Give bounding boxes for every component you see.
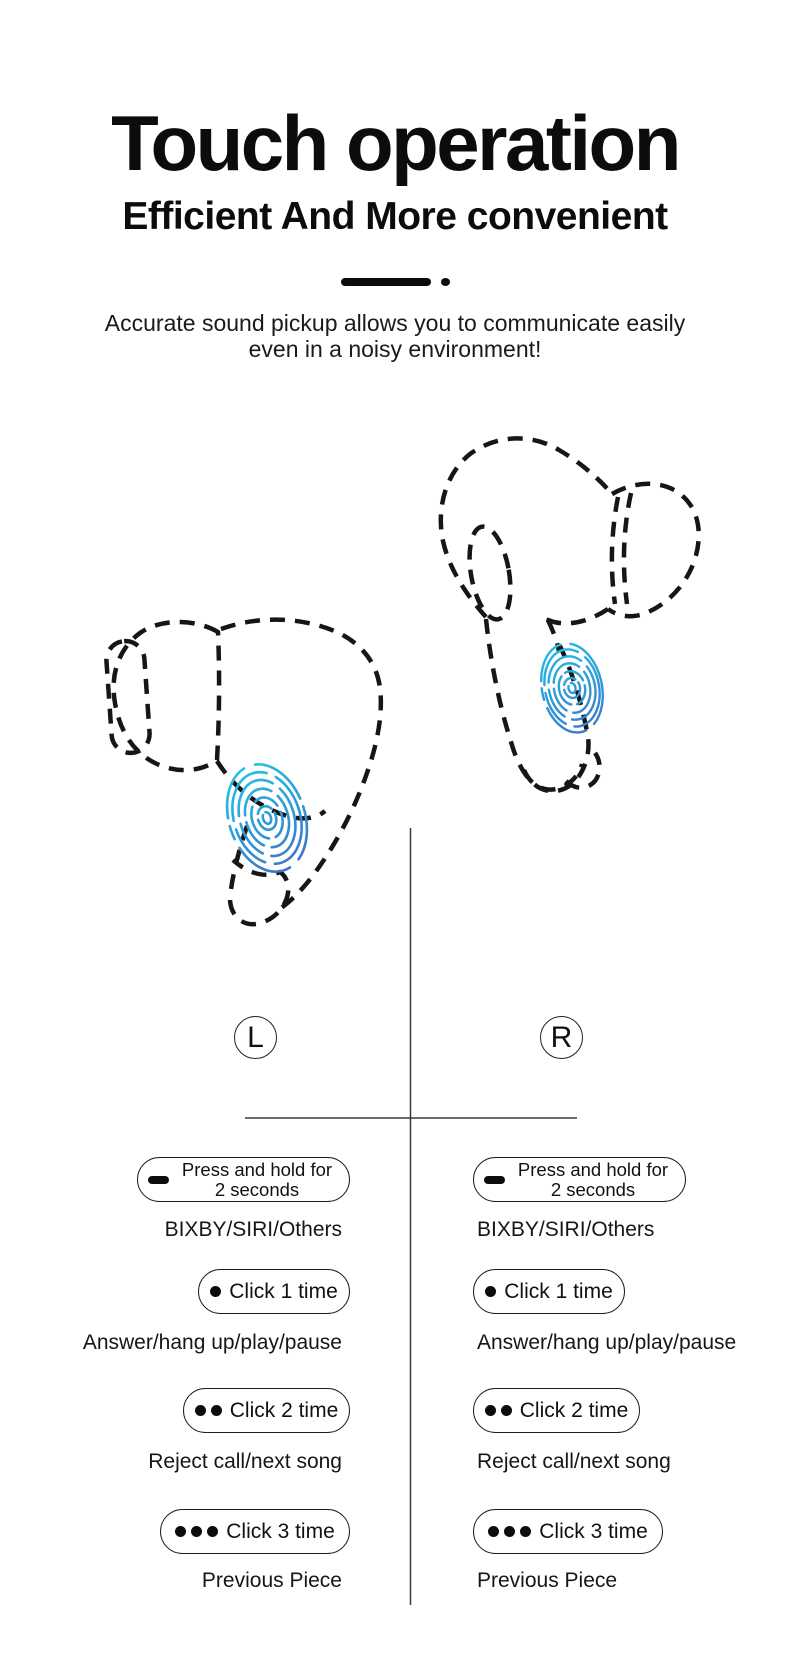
click-1-label: Click 1 time <box>504 1279 613 1303</box>
press-hold-line1: Press and hold for <box>517 1158 669 1180</box>
press-hold-line1: Press and hold for <box>181 1158 333 1180</box>
one-dot-icon <box>210 1286 221 1297</box>
description-line-1: Accurate sound pickup allows you to communicate easily <box>104 310 686 336</box>
click-1-label: Click 1 time <box>229 1279 338 1303</box>
click-1-pill <box>198 1269 350 1314</box>
three-dots-icon <box>488 1526 531 1537</box>
right-touch-fingerprint-icon <box>533 638 610 739</box>
left-instructions-column <box>60 1157 350 1593</box>
left-earbud-badge <box>234 1016 277 1059</box>
action-label: BIXBY/SIRI/Others <box>164 1218 342 1241</box>
right-badge-letter: R <box>550 1020 573 1054</box>
click-3-label: Click 3 time <box>539 1519 648 1543</box>
one-dot-icon <box>485 1286 496 1297</box>
left-badge-letter: L <box>247 1020 264 1054</box>
right-instructions-column <box>473 1157 763 1593</box>
click-3-pill <box>160 1509 350 1554</box>
right-earbud-badge <box>540 1016 583 1059</box>
click-3-pill <box>473 1509 663 1554</box>
action-label: Previous Piece <box>201 1569 342 1592</box>
description-line-2: even in a noisy environment! <box>248 336 542 362</box>
action-label: Answer/hang up/play/pause <box>82 1331 342 1354</box>
click-2-pill <box>183 1388 350 1433</box>
hold-dash-icon <box>484 1176 505 1184</box>
click-1-pill <box>473 1269 625 1314</box>
press-hold-pill <box>473 1157 686 1202</box>
two-dots-icon <box>485 1405 512 1416</box>
hold-dash-icon <box>148 1176 169 1184</box>
press-hold-pill <box>137 1157 350 1202</box>
action-label: Reject call/next song <box>477 1450 671 1473</box>
press-hold-line2: 2 seconds <box>214 1178 300 1200</box>
click-3-label: Click 3 time <box>226 1519 335 1543</box>
right-earbud-outline <box>441 438 699 791</box>
action-label: Reject call/next song <box>148 1450 342 1473</box>
two-dots-icon <box>195 1405 222 1416</box>
page-subtitle: Efficient And More convenient <box>122 195 668 238</box>
action-label: Previous Piece <box>477 1569 618 1592</box>
three-dots-icon <box>175 1526 218 1537</box>
click-2-label: Click 2 time <box>519 1398 629 1422</box>
action-label: BIXBY/SIRI/Others <box>477 1218 655 1241</box>
press-hold-label <box>175 1160 339 1200</box>
press-hold-line2: 2 seconds <box>550 1178 636 1200</box>
left-earbud-outline <box>105 620 381 925</box>
click-2-label: Click 2 time <box>229 1398 339 1422</box>
page-title: Touch operation <box>111 99 679 187</box>
click-2-pill <box>473 1388 640 1433</box>
press-hold-label <box>511 1160 675 1200</box>
action-label: Answer/hang up/play/pause <box>477 1331 737 1354</box>
